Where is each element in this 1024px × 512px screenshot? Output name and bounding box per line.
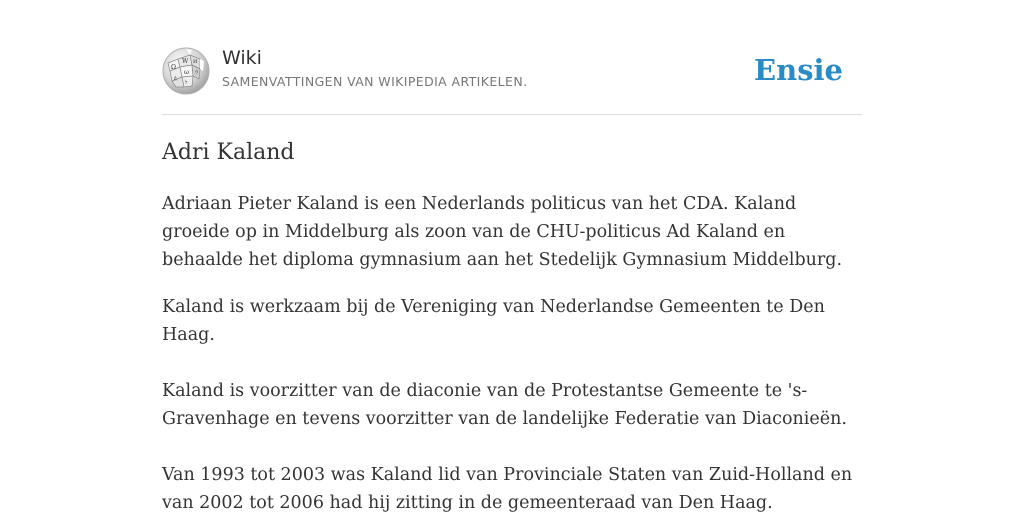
svg-text:W: W [182,58,189,65]
article-title: Adri Kaland [162,140,295,165]
svg-text:Ω: Ω [171,64,176,71]
article-paragraph: Van 1993 tot 2003 was Kaland lid van Provinciale Staten van Zuid-Holland en van 2002 tot 2006 had hij zitting in de gemeenteraad van Den Haag. [162,465,853,512]
article-body [162,190,862,512]
brand-logo[interactable]: Ensie [754,53,843,87]
article-paragraph: Kaland is werkzaam bij de Vereniging van Nederlandse Gemeenten te Den Haag. [162,297,825,345]
site-title[interactable]: Wiki [222,47,262,69]
svg-text:ω: ω [184,69,189,76]
wikipedia-globe-icon[interactable] [162,47,210,95]
svg-text:ウ: ウ [194,70,200,76]
site-tagline: SAMENVATTINGEN VAN WIKIPEDIA ARTIKELEN. [222,74,528,89]
svg-text:ל: ל [185,80,188,86]
article-paragraph: Kaland is voorzitter van de diaconie van de Protestantse Gemeente te 's-Gravenhage en tevens voorzitter van de landelijke Federatie van Diaconieën. [162,381,847,429]
svg-text:ع: ع [174,75,177,81]
svg-text:И: И [193,59,198,65]
site-header [162,44,862,115]
article-paragraph: Adriaan Pieter Kaland is een Nederlands politicus van het CDA. Kaland groeide op in Middelburg als zoon van de CHU-politicus Ad Kaland en behaalde het diploma gymnasium aan het Stedelijk Gymnasium Middelburg. [162,194,843,270]
